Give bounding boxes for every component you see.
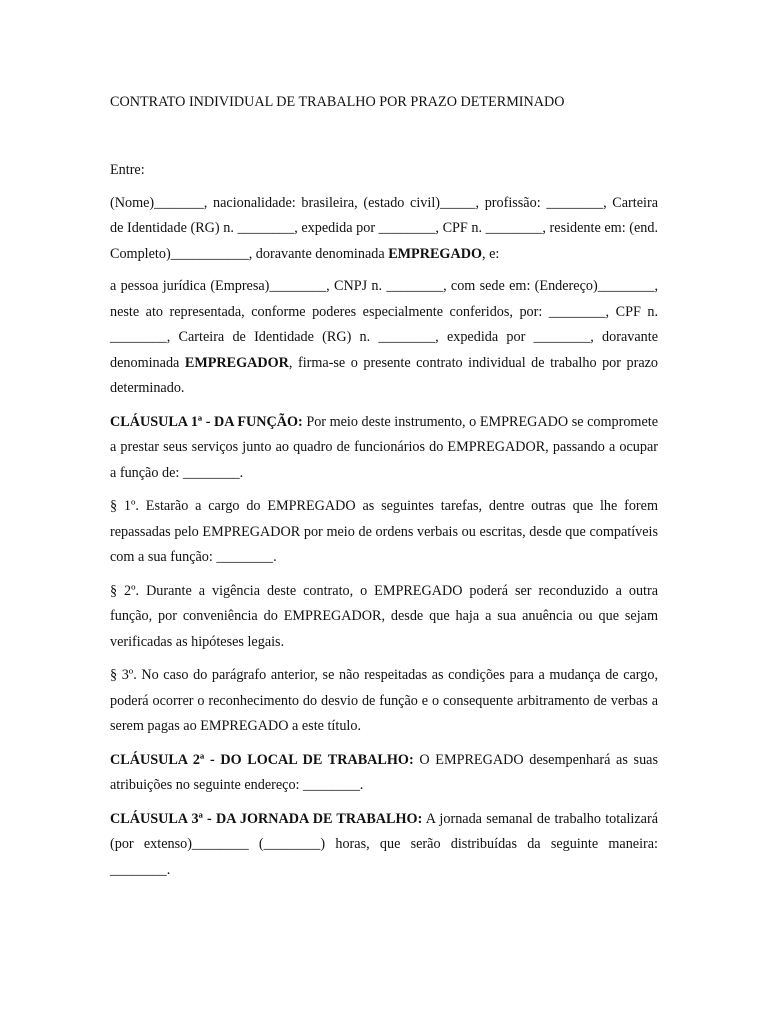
- clause-2-heading: CLÁUSULA 2ª - DO LOCAL DE TRABALHO:: [110, 751, 414, 768]
- employer-qualification: [110, 274, 658, 402]
- clause-1-paragraph-1: § 1º. Estarão a cargo do EMPREGADO as seguintes tarefas, dentre outras que lhe forem repassadas pelo EMPREGADOR por meio de ordens verbais ou escritas, desde que compatíveis com a sua função: ________.: [110, 498, 658, 565]
- employee-text: (Nome)_______, nacionalidade: brasileira, (estado civil)_____, profissão: ________, Carteira de Identidade (RG) n. ________, expedida por ________, CPF n. ________, residente em: (end. Completo)___________, doravante denominada: [110, 194, 658, 262]
- clause-1-paragraph-3: § 3º. No caso do parágrafo anterior, se não respeitadas as condições para a mudança de cargo, poderá ocorrer o reconhecimento do desvio de função e o consequente arbitramento de verbas a serem pagas ao EMPREGADO a este título.: [110, 667, 658, 734]
- clause-1-text: Por meio deste instrumento, o EMPREGADO se compromete a prestar seus serviços junto ao quadro de funcionários do EMPREGADOR, passando a ocupar a função de: ________.: [110, 413, 658, 481]
- employer-text-end: , firma-se o presente contrato individual de trabalho por prazo determinado.: [110, 354, 659, 396]
- clause-1-paragraph-2: § 2º. Durante a vigência deste contrato, o EMPREGADO poderá ser reconduzido a outra função, por conveniência do EMPREGADOR, desde que haja a sua anuência ou que sejam verificadas as hipóteses legais.: [110, 582, 658, 650]
- intro-text: Entre:: [110, 162, 145, 178]
- employer-text: a pessoa jurídica (Empresa)________, CNPJ n. ________, com sede em: (Endereço)________, neste ato representada, conforme poderes especialmente conferidos, por: ________, CPF n. ________, Carteira de Identidade (RG) n. ________, expedida por ________, doravante denominada: [110, 278, 658, 371]
- employee-text-end: , e:: [481, 245, 500, 262]
- employee-qualification: [110, 191, 658, 268]
- employer-role: EMPREGADOR: [184, 354, 289, 371]
- clause-2-text: O EMPREGADO desempenhará as suas atribuições no seguinte endereço: ________.: [110, 751, 658, 793]
- document-title: CONTRATO INDIVIDUAL DE TRABALHO POR PRAZO DETERMINADO: [110, 94, 565, 110]
- clause-3-text: A jornada semanal de trabalho totalizará (por extenso)________ (________) horas, que serão distribuídas da seguinte maneira: ________.: [110, 810, 658, 878]
- clause-3: [110, 807, 658, 884]
- clause-3-heading: CLÁUSULA 3ª - DA JORNADA DE TRABALHO:: [110, 810, 423, 827]
- contract-page: [110, 92, 658, 883]
- clause-1: [110, 410, 658, 487]
- employee-role: EMPREGADO: [388, 245, 482, 262]
- clause-2: [110, 748, 658, 799]
- clause-1-heading: CLÁUSULA 1ª - DA FUNÇÃO:: [110, 413, 303, 430]
